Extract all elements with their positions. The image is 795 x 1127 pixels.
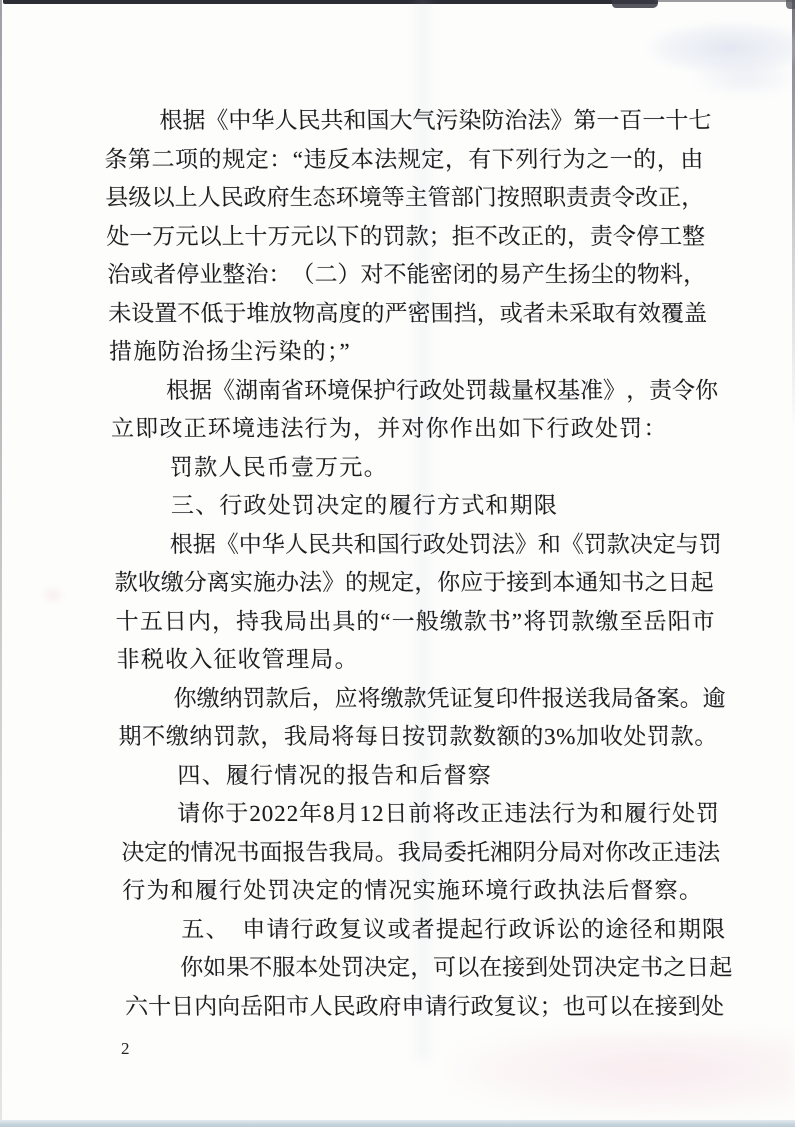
text-line: 六 十 日 内 向 岳 阳 市 人 民 政 府 申 请 行 政 复 议 ； 也 可 以 在 接 到 处 bbox=[124, 993, 725, 1019]
text-line: 行为和履行处罚决定的情况实施环境行政执法后督察。 bbox=[121, 878, 704, 903]
text-line: 非税收入征收管理局。 bbox=[116, 647, 359, 672]
text-line: 请 你 于 2 0 2 2 年 8 月 1 2 日 前 将 改 正 违 法 行 为 和 履 行 处 罚 bbox=[120, 795, 720, 834]
page-number: 2 bbox=[121, 1039, 130, 1058]
text-line: 县 级 以 上 人 民 政 府 生 态 环 境 等 主 管 部 门 按 照 职 责 责 令 改 正 ， bbox=[105, 185, 705, 210]
scan-smudge-blue-2 bbox=[690, 58, 795, 98]
text-line: 根 据 《 湖 南 省 环 境 保 护 行 政 处 罚 裁 量 权 基 准 》 ， 责 令 你 bbox=[110, 372, 710, 411]
text-line: 根 据 《 中 华 人 民 共 和 国 大 气 污 染 防 治 法 》 第 一 百 一 十 七 bbox=[103, 102, 703, 141]
paragraph-indent bbox=[113, 526, 170, 565]
text-line: 立即改正环境违法行为，并对你作出如下行政处罚： bbox=[110, 416, 668, 441]
text-line: 治 或 者 停 业 整 治 ： （ 二 ） 对 不 能 密 闭 的 易 产 生 扬 尘 的 物 料 ， bbox=[106, 262, 707, 287]
paragraph-indent bbox=[103, 102, 160, 141]
text-line: 期 不 缴 纳 罚 款 ， 我 局 将 每 日 按 罚 款 数 额 的 3 % 加 收 处 罚 款 。 bbox=[118, 724, 718, 749]
text-line: 四、履行情况的报告和后督察 bbox=[177, 762, 493, 788]
scan-top-bar-blob bbox=[612, 0, 658, 8]
text-line: 五、 申请行政复议或者提起行政诉讼的途径和期限 bbox=[180, 916, 727, 942]
paragraph-indent bbox=[120, 795, 177, 834]
document-body-text bbox=[103, 102, 733, 1026]
text-line: 根 据 《 中 华 人 民 共 和 国 行 政 处 罚 法 》 和 《 罚 款 决 定 与 罚 bbox=[113, 526, 713, 565]
paragraph-indent bbox=[124, 949, 181, 988]
scan-smudge-pink-dot bbox=[40, 585, 66, 605]
text-line: 处 一 万 元 以 上 十 万 元 以 下 的 罚 款 ； 拒 不 改 正 的 ， 责 令 停 工 整 bbox=[105, 223, 706, 249]
scan-top-bar bbox=[3, 0, 658, 4]
text-line: 未 设 置 不 低 于 堆 放 物 高 度 的 严 密 围 挡 ， 或 者 未 采 取 有 效 覆 盖 bbox=[107, 300, 708, 326]
text-line: 决 定 的 情 况 书 面 报 告 我 局 。 我 局 委 托 湘 阴 分 局 对 你 改 正 违 法 bbox=[121, 839, 721, 865]
text-line: 款 收 缴 分 离 实 施 办 法 》 的 规 定 ， 你 应 于 接 到 本 通 知 书 之 日 起 bbox=[114, 570, 714, 595]
text-line: 罚款人民币壹万元。 bbox=[169, 454, 389, 480]
scan-smudge-pink bbox=[450, 1032, 795, 1116]
paragraph-indent bbox=[110, 372, 167, 411]
scan-left-edge bbox=[0, 0, 2, 1127]
text-line: 你 如 果 不 服 本 处 罚 决 定 ， 可 以 在 接 到 处 罚 决 定 书 之 日 起 bbox=[124, 949, 724, 988]
scan-top-right-corner bbox=[786, 0, 795, 9]
scan-smudge-blue bbox=[648, 22, 795, 74]
text-line: 三、行政处罚决定的履行方式和期限 bbox=[170, 493, 559, 518]
text-line: 十 五 日 内 ， 持 我 局 出 具 的 “ 一 般 缴 款 书 ” 将 罚 款 缴 至 岳 阳 市 bbox=[115, 608, 715, 634]
scan-bottom-bar bbox=[0, 1120, 795, 1127]
text-line: 条 第 二 项 的 规 定 ： “ 违 反 本 法 规 定 ， 有 下 列 行 为 之 一 的 ， 由 bbox=[104, 146, 704, 172]
text-line: 措施防治扬尘污染的；” bbox=[108, 339, 352, 364]
paragraph-indent bbox=[117, 680, 174, 719]
text-line: 你 缴 纳 罚 款 后 ， 应 将 缴 款 凭 证 复 印 件 报 送 我 局 备 案 。 逾 bbox=[117, 680, 717, 719]
scan-top-edge-right bbox=[655, 0, 795, 2]
